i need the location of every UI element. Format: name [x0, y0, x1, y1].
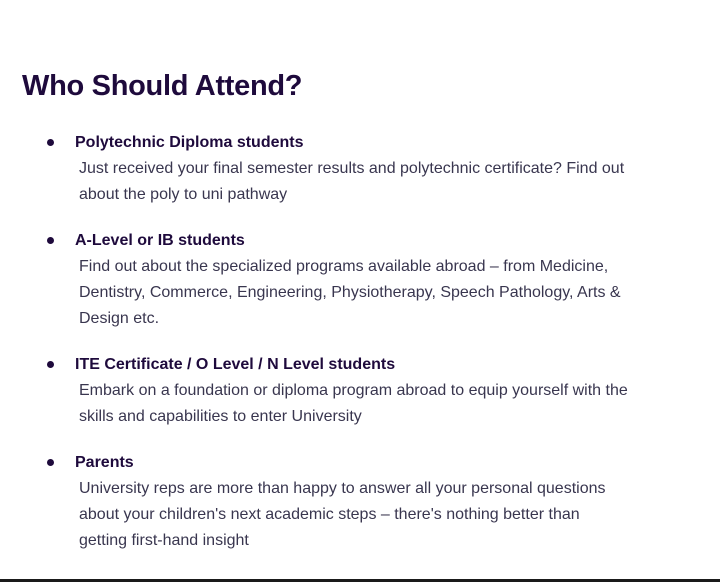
description-line: Just received your final semester results and polytechnic certificate? Find out	[79, 160, 625, 177]
bullet-icon	[47, 361, 54, 368]
description-line: skills and capabilities to enter University	[79, 408, 362, 425]
bullet-icon	[47, 139, 54, 146]
bullet-icon	[47, 237, 54, 244]
description-line: Embark on a foundation or diploma program abroad to equip yourself with the	[79, 382, 628, 399]
description-line: getting first-hand insight	[79, 532, 249, 549]
description-line: about the poly to uni pathway	[79, 186, 288, 203]
item-title: Parents	[75, 454, 134, 471]
description-line: Find out about the specialized programs available abroad – from Medicine,	[79, 258, 609, 275]
item-title: ITE Certificate / O Level / N Level students	[75, 356, 396, 373]
description-line: about your children's next academic steps – there's nothing better than	[79, 506, 580, 523]
item-title: Polytechnic Diploma students	[75, 134, 304, 151]
section-heading: Who Should Attend?	[22, 70, 303, 102]
item-description	[79, 156, 699, 208]
item-description	[79, 476, 699, 554]
item-description	[79, 254, 699, 332]
description-line: Dentistry, Commerce, Engineering, Physiotherapy, Speech Pathology, Arts &	[79, 284, 621, 301]
bullet-icon	[47, 459, 54, 466]
item-description	[79, 378, 699, 430]
description-line: University reps are more than happy to answer all your personal questions	[79, 480, 606, 497]
item-title: A-Level or IB students	[75, 232, 245, 249]
description-line: Design etc.	[79, 310, 160, 327]
